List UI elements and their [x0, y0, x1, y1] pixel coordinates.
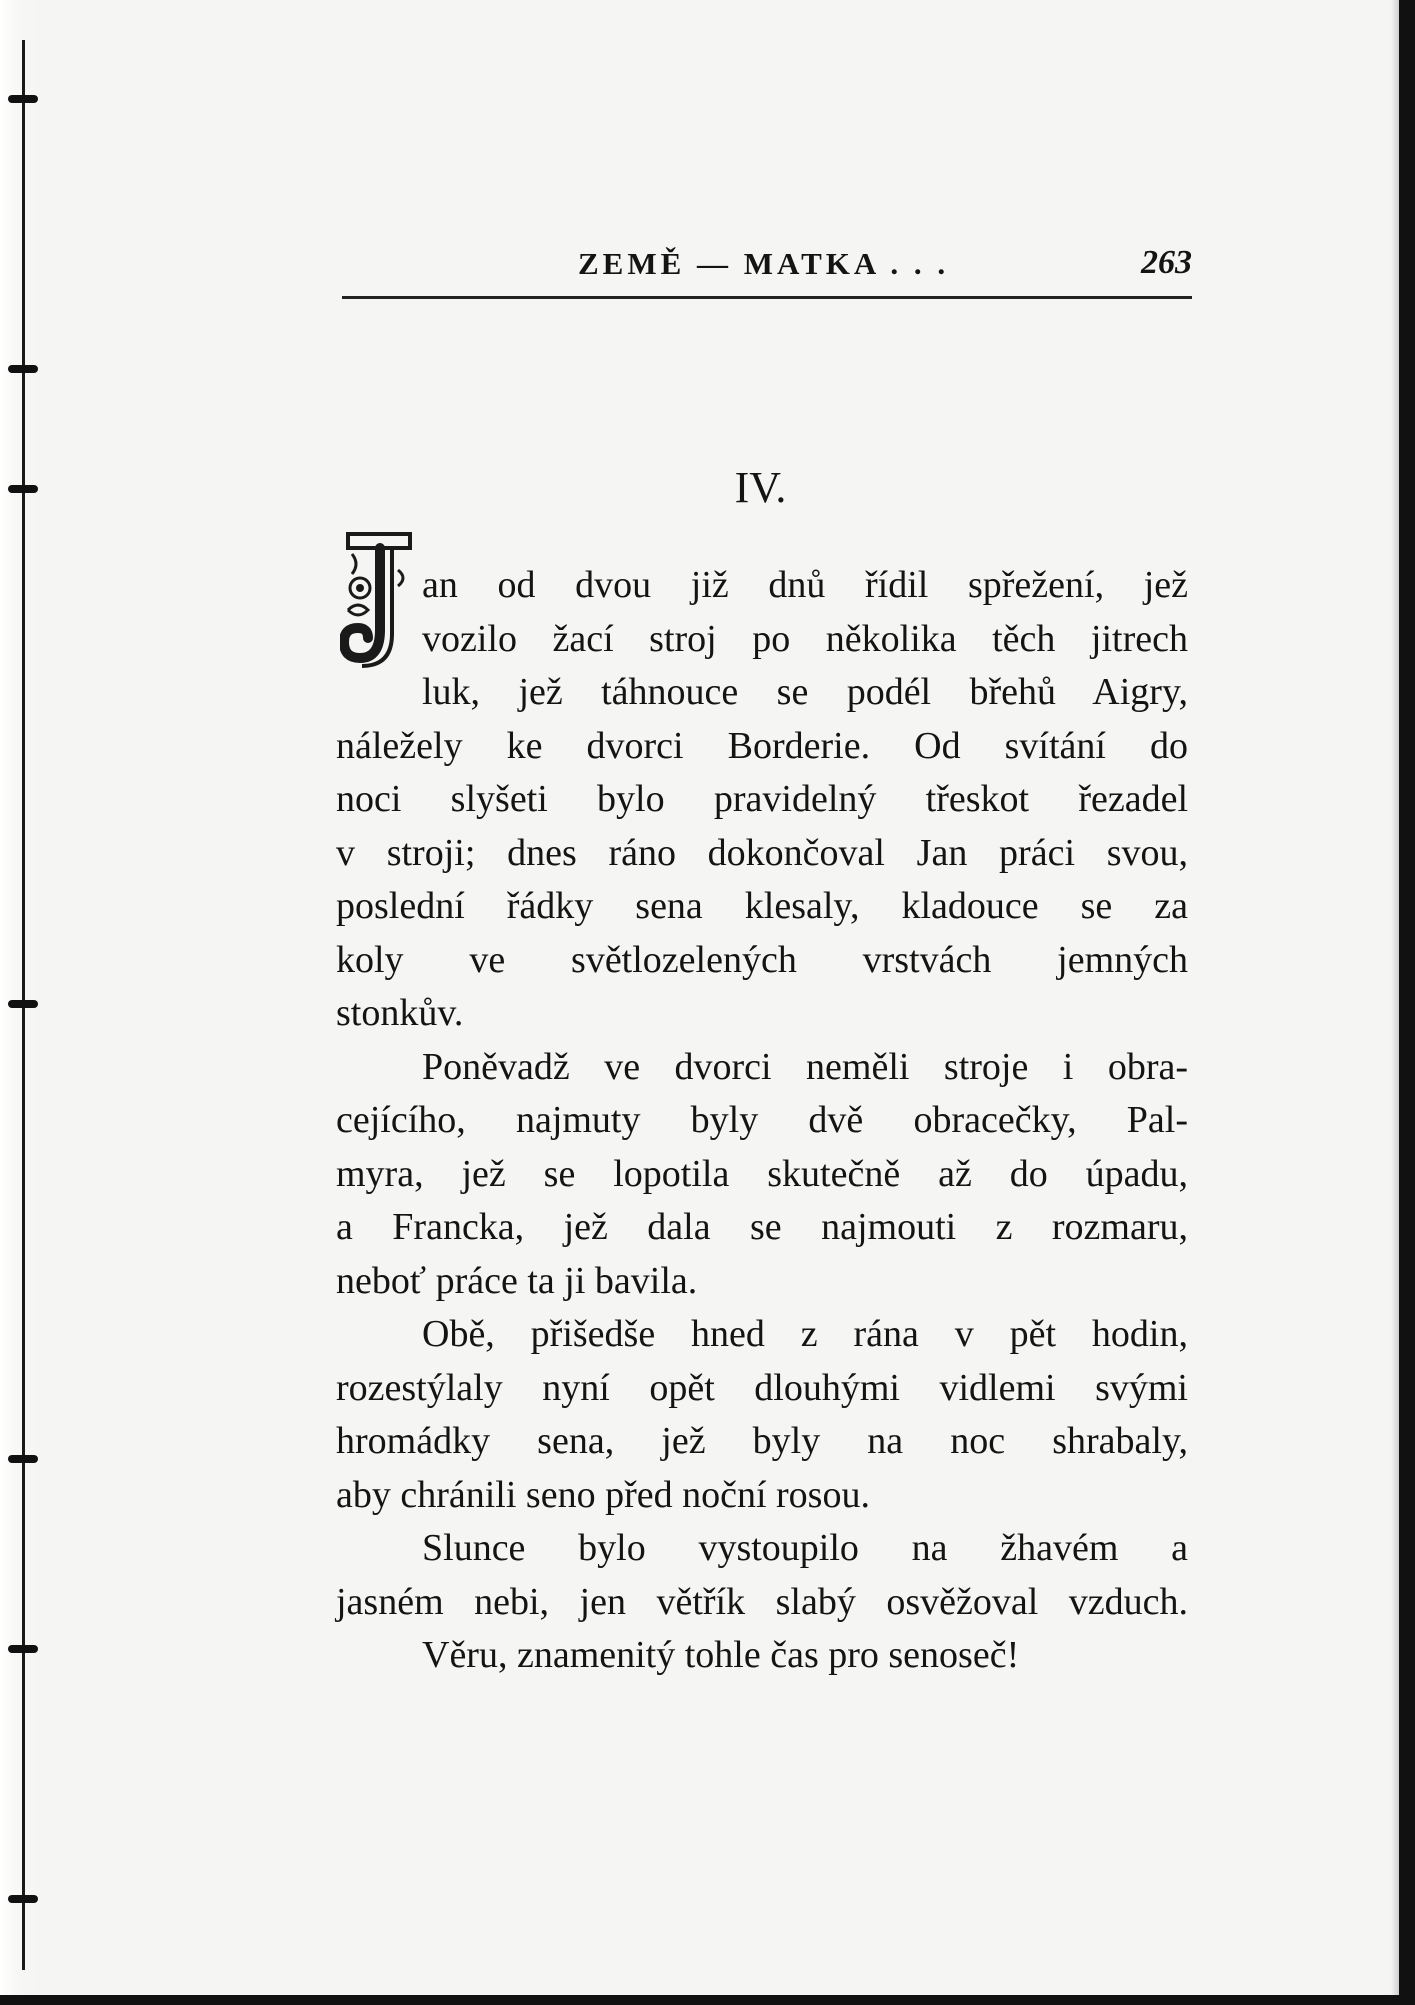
- binding-stitch: [8, 365, 38, 373]
- binding-stitch: [8, 1645, 38, 1653]
- page-bottom-edge: [0, 1995, 1415, 2005]
- text-line: Věru, znamenitý tohle čas pro senoseč!: [422, 1634, 1020, 1676]
- svg-text:J: J: [340, 530, 341, 531]
- text-line: jasném nebi, jen větřík slabý osvěžoval vzduch.: [336, 1580, 1188, 1623]
- running-title: ZEMĚ — MATKA . . .: [578, 246, 950, 281]
- binding-stitch: [8, 1455, 38, 1463]
- text-line: noci slyšeti bylo pravidelný třeskot řezadel: [336, 778, 1188, 820]
- text-line: an od dvou již dnů řídil spřežení, jež: [422, 564, 1188, 606]
- text-line: koly ve světlozelených vrstvách jemných: [336, 938, 1188, 981]
- text-line: hromádky sena, jež byly na noc shrabaly,: [336, 1420, 1188, 1462]
- text-line: luk, jež táhnouce se podél břehů Aigry,: [422, 671, 1188, 713]
- page-number: 263: [1141, 244, 1192, 281]
- binding-stitch: [8, 1000, 38, 1008]
- text-line: poslední řádky sena klesaly, kladouce se za: [336, 885, 1188, 927]
- text-line: Poněvadž ve dvorci neměli stroje i obra-: [422, 1045, 1188, 1088]
- text-line: neboť práce ta ji bavila.: [336, 1259, 698, 1302]
- text-line: v stroji; dnes ráno dokončoval Jan práci svou,: [336, 831, 1188, 874]
- body-text: [336, 559, 1188, 1683]
- page-edge-shadow: [1391, 0, 1399, 2005]
- text-line: náležely ke dvorci Borderie. Od svítání do: [336, 724, 1188, 767]
- text-line: aby chránili seno před noční rosou.: [336, 1473, 870, 1516]
- page-right-edge: [1399, 0, 1415, 2005]
- text-line: Slunce bylo vystoupilo na žhavém a: [422, 1527, 1188, 1569]
- binding-edge: [0, 0, 40, 2005]
- text-line: vozilo žací stroj po několika těch jitrech: [422, 617, 1188, 660]
- text-line: a Francka, jež dala se najmouti z rozmaru,: [336, 1206, 1188, 1248]
- text-line: cejícího, najmuty byly dvě obracečky, Pal-: [336, 1099, 1188, 1141]
- text-line: Obě, přišedše hned z rána v pět hodin,: [422, 1313, 1188, 1355]
- chapter-heading: IV.: [734, 463, 787, 512]
- text-line: myra, jež se lopotila skutečně až do úpadu,: [336, 1152, 1188, 1195]
- binding-stitch: [8, 1895, 38, 1903]
- text-line: rozestýlaly nyní opět dlouhými vidlemi svými: [336, 1366, 1188, 1409]
- running-head: [342, 240, 1192, 299]
- text-line: stonkův.: [336, 992, 464, 1034]
- binding-stitch: [8, 95, 38, 103]
